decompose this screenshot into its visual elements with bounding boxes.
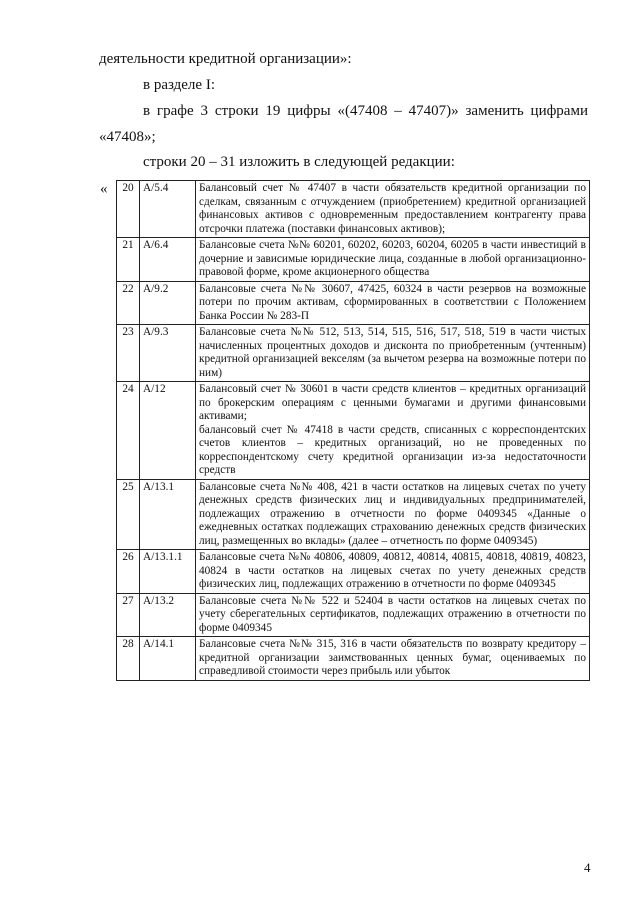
row-description: Балансовые счета №№ 40806, 40809, 40812, 40814, 40815, 40818, 40819, 40823, 40824 в части остатков на лицевых счетах по учету денежных средств физических лиц, подлежащих отражению в отчетности по форме 0409345 [196, 550, 590, 594]
table-row [117, 593, 590, 637]
row-code: А/13.1 [140, 479, 196, 550]
row-code: А/5.4 [140, 181, 196, 238]
row-code: А/13.1.1 [140, 550, 196, 594]
row-number: 25 [117, 479, 140, 550]
table-row [117, 479, 590, 550]
row-description-part-2: балансовый счет № 47418 в части средств, списанных с корреспондентских счетов клиентов – кредитных организаций, но не проведенных по корреспондентскому счету кредитной организации из-за недостаточности средств [199, 423, 586, 476]
row-code: А/13.2 [140, 593, 196, 637]
table-row [117, 325, 590, 382]
row-code: А/12 [140, 382, 196, 480]
row-number: 21 [117, 238, 140, 282]
row-description: Балансовые счета №№ 315, 316 в части обязательств по возврату кредитору – кредитной организации заимствованных ценных бумаг, оцениваемых по справедливой стоимости через прибыль или убыток [196, 637, 590, 681]
row-description: Балансовые счета №№ 60201, 60202, 60203, 60204, 60205 в части инвестиций в дочерние и зависимые юридические лица, созданные в любой организационно-правовой форме, кроме акционерного общества [196, 238, 590, 282]
table-row [117, 637, 590, 681]
row-code: А/9.3 [140, 325, 196, 382]
row-description: Балансовые счета №№ 512, 513, 514, 515, 516, 517, 518, 519 в части чистых начисленных процентных доходов и дисконта по приобретенным (учтенным) кредитной организацией векселям (за вычетом резерва на возможные потери по ним) [196, 325, 590, 382]
row-code: А/14.1 [140, 637, 196, 681]
opening-quote: « [100, 181, 108, 197]
accounts-table [116, 180, 590, 681]
table-row [117, 550, 590, 594]
row-description-part-1: Балансовый счет № 30601 в части средств клиентов – кредитных организаций по брокерским операциям с ценными бумагами и другими финансовыми активами; [199, 383, 586, 422]
row-number: 20 [117, 181, 140, 238]
row-number: 26 [117, 550, 140, 594]
row-number: 27 [117, 593, 140, 637]
row-code: А/6.4 [140, 238, 196, 282]
row-code: А/9.2 [140, 281, 196, 325]
row-description [196, 382, 590, 480]
row-description: Балансовые счета №№ 408, 421 в части остатков на лицевых счетах по учету денежных средств физических лиц и индивидуальных предпринимателей, подлежащих отражению в отчетности по форме 0409345 «Данные о ежедневных остатках подлежащих страхованию денежных средств физических лиц, размещенных во вклады» (далее – отчетность по форме 0409345) [196, 479, 590, 550]
row-description: Балансовые счета №№ 30607, 47425, 60324 в части резервов на возможные потери по прочим активам, сформированных в соответствии с Положением Банка России № 283-П [196, 281, 590, 325]
table-row [117, 181, 590, 238]
row-number: 24 [117, 382, 140, 480]
row-description: Балансовый счет № 47407 в части обязательств кредитной организации по сделкам, связанным с отчуждением (приобретением) кредитной организацией финансовых активов с одновременным предоставлением контрагенту права отсрочки платежа (поставки финансовых активов); [196, 181, 590, 238]
page-number: 4 [584, 860, 591, 875]
intro-line-1: деятельности кредитной организации»: [99, 51, 352, 67]
table-row [117, 382, 590, 480]
row-number: 22 [117, 281, 140, 325]
intro-line-5: строки 20 – 31 изложить в следующей редакции: [143, 154, 455, 170]
table-row [117, 238, 590, 282]
row-description: Балансовые счета №№ 522 и 52404 в части остатков на лицевых счетах по учету сберегательных сертификатов, подлежащих отражению в отчетности по форме 0409345 [196, 593, 590, 637]
table-row [117, 281, 590, 325]
intro-line-4: «47408»; [99, 129, 156, 145]
row-number: 28 [117, 637, 140, 681]
intro-line-3: в графе 3 строки 19 цифры «(47408 – 47407)» заменить цифрами [143, 103, 588, 119]
intro-line-2: в разделе I: [143, 77, 215, 93]
row-number: 23 [117, 325, 140, 382]
